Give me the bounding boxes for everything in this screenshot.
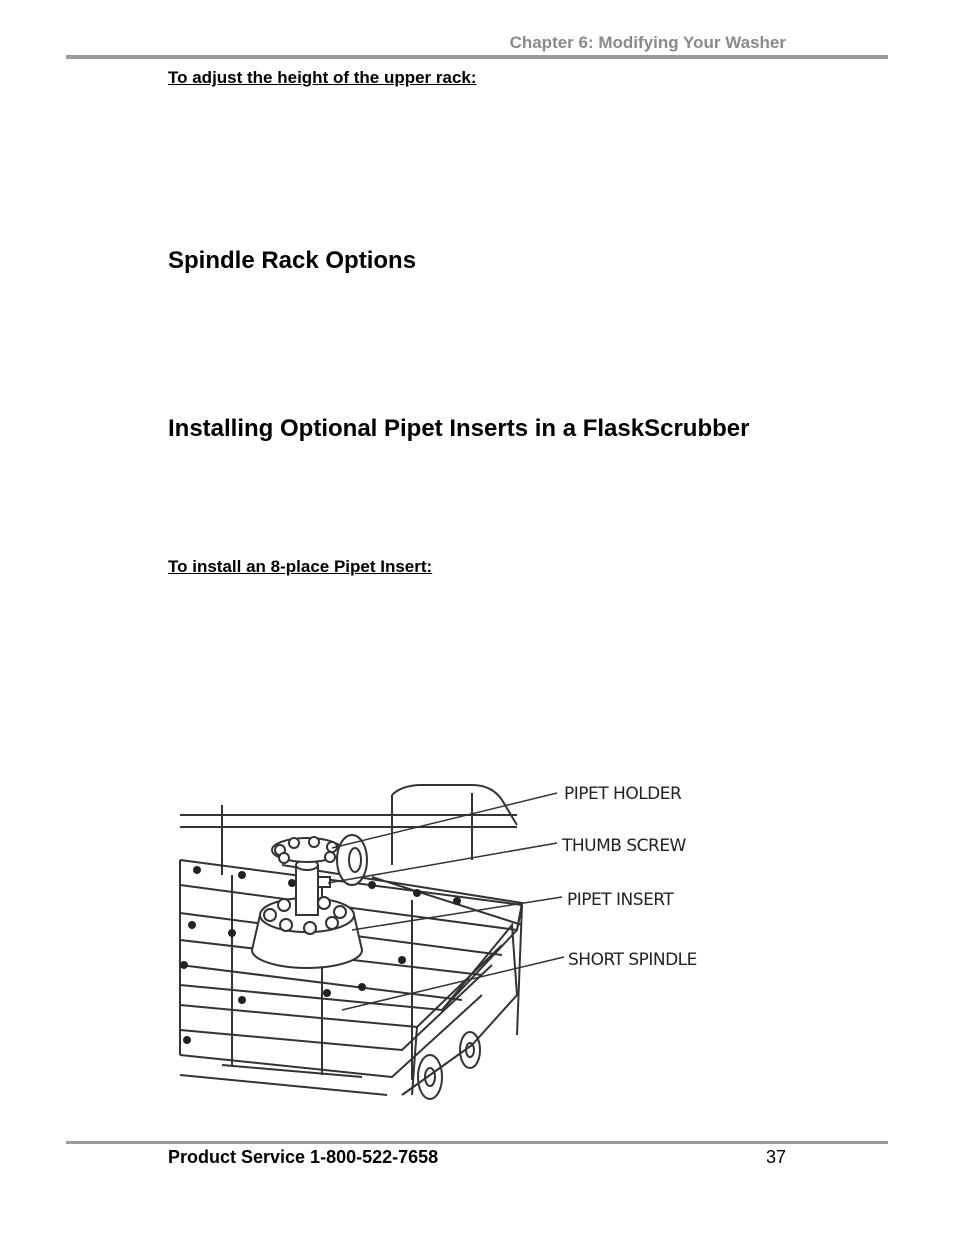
upper-rack-subheading: To adjust the height of the upper rack:	[168, 68, 477, 87]
label-pipet-holder: PIPET HOLDER	[564, 784, 682, 804]
spindle-rack-heading: Spindle Rack Options	[168, 247, 417, 274]
footer-rule	[66, 1141, 888, 1144]
install-pipet-subheading: To install an 8-place Pipet Insert:	[168, 557, 433, 576]
pipet-inserts-heading: Installing Optional Pipet Inserts in a FlaskScrubber	[168, 415, 750, 442]
rack-drawing	[172, 765, 704, 1110]
product-service-footer: Product Service 1-800-522-7658	[168, 1147, 439, 1167]
label-thumb-screw: THUMB SCREW	[562, 836, 686, 856]
rack-illustration	[172, 765, 704, 1110]
header-rule	[66, 55, 888, 59]
label-pipet-insert: PIPET INSERT	[567, 890, 674, 910]
chapter-title: Chapter 6: Modifying Your Washer	[509, 33, 786, 52]
label-short-spindle: SHORT SPINDLE	[568, 950, 697, 970]
page-number: 37	[765, 1147, 786, 1167]
